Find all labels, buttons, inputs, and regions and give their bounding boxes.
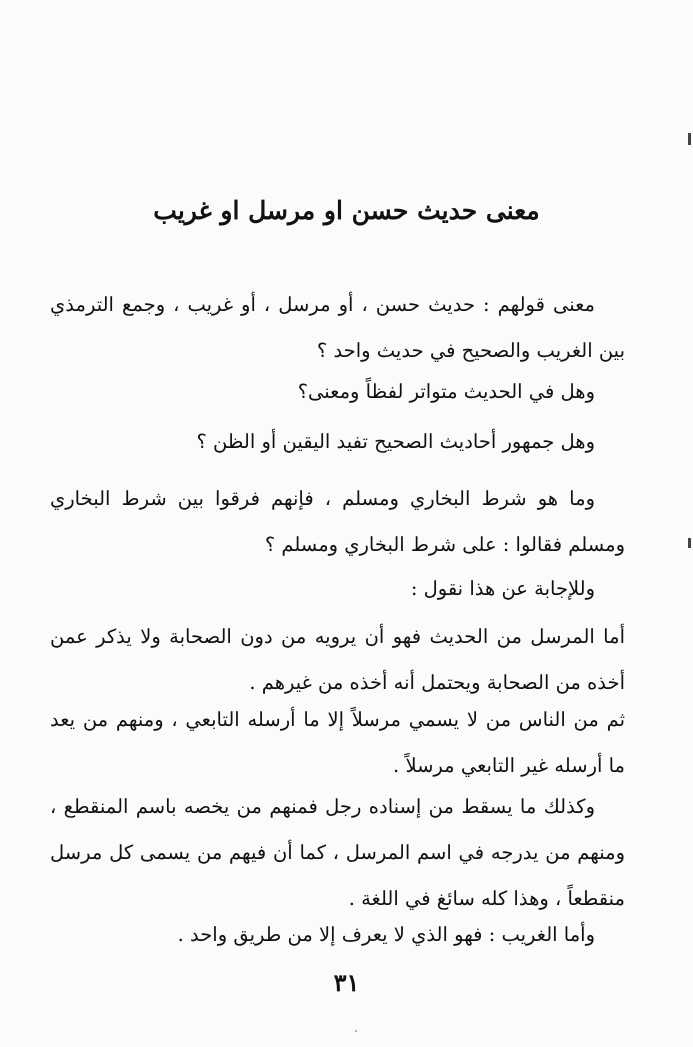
- page-title: معنى حديث حسن او مرسل او غريب: [153, 196, 540, 225]
- paragraph-8: [50, 784, 625, 922]
- scan-edge-mark: [688, 133, 691, 145]
- paragraph-text: أما المرسل من الحديث فهو أن يرويه من دون الصحابة ولا يذكر عمن أخذه من الصحابة ويحتمل أنه أخذه من غيرهم .: [50, 625, 625, 694]
- paragraph-text: وما هو شرط البخاري ومسلم ، فإنهم فرقوا بين شرط البخاري ومسلم فقالوا : على شرط البخاري ومسلم ؟: [50, 487, 625, 556]
- paragraph-4: [50, 476, 625, 568]
- page-number: ٣١: [333, 968, 360, 997]
- paragraph-text: وأما الغريب : فهو الذي لا يعرف إلا من طريق واحد .: [177, 923, 595, 946]
- paragraph-6: [50, 614, 625, 706]
- paragraph-text: وللإجابة عن هذا نقول :: [410, 577, 595, 600]
- paragraph-text: وهل في الحديث متواتر لفظاً ومعنى؟: [297, 380, 595, 403]
- paragraph-text: معنى قولهم : حديث حسن ، أو مرسل ، أو غريب ، وجمع الترمذي بين الغريب والصحيح في حديث واحد ؟: [50, 293, 625, 362]
- scan-edge-mark: [688, 538, 691, 548]
- paragraph-9: [50, 912, 625, 958]
- paragraph-3: [50, 419, 625, 465]
- paragraph-5: [50, 566, 625, 612]
- paragraph-7: [50, 697, 625, 789]
- scan-speck: [355, 1030, 357, 1032]
- paragraph-text: ثم من الناس من لا يسمي مرسلاً إلا ما أرسله التابعي ، ومنهم من يعد ما أرسله غير التابعي مرسلاً .: [50, 708, 625, 777]
- paragraph-2: [50, 369, 625, 415]
- paragraph-text: وهل جمهور أحاديث الصحيح تفيد اليقين أو الظن ؟: [196, 430, 595, 453]
- paragraph-1: [50, 282, 625, 374]
- paragraph-text: وكذلك ما يسقط من إسناده رجل فمنهم من يخصه باسم المنقطع ، ومنهم من يدرجه في اسم المرسل ، كما أن فيهم من يسمى كل مرسل منقطعاً ، وهذا كله سائغ في اللغة .: [50, 795, 625, 910]
